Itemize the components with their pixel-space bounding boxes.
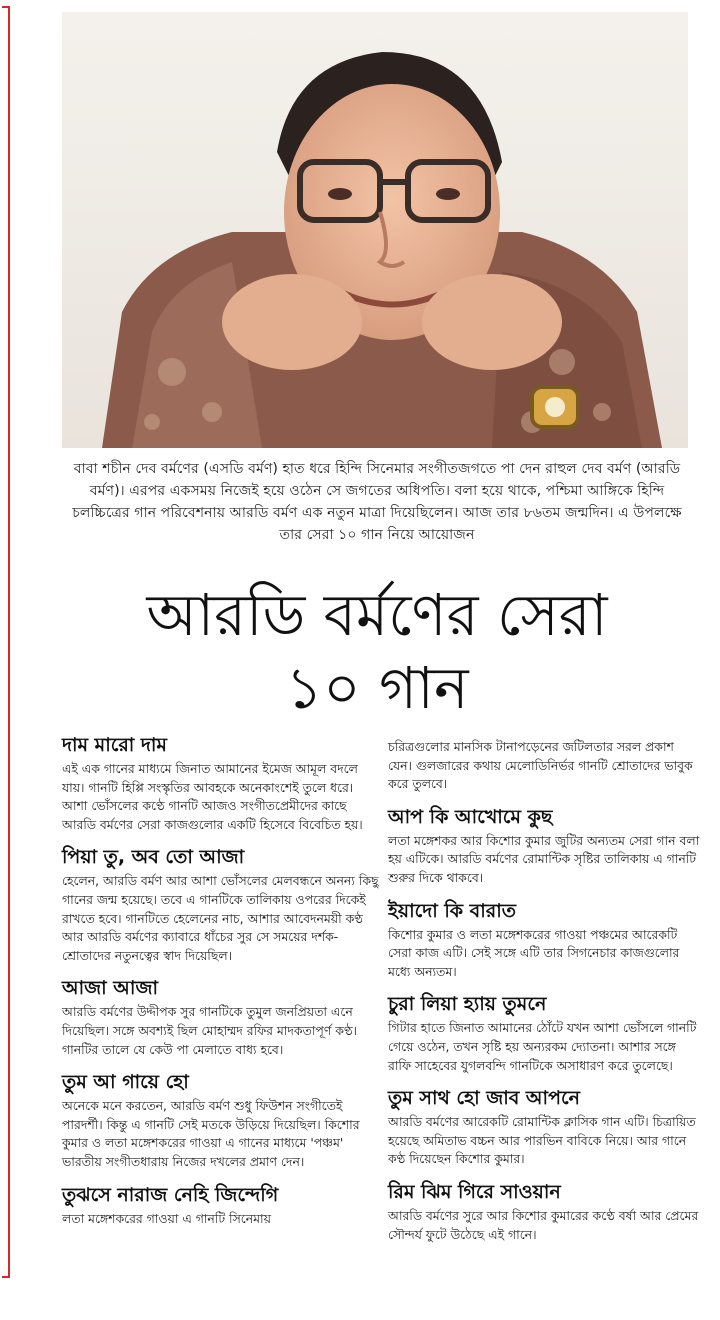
portrait-photo — [62, 12, 688, 448]
song-title: চুরা লিয়া হ্যায় তুমনে — [388, 993, 547, 1016]
song-item — [62, 844, 382, 965]
song-item — [388, 1085, 700, 1169]
song-description: হেলেন, আরডি বর্মণ আর আশা ভোঁসলের মেলবন্ধনে অনন্য কিছু গানের জন্ম হয়েছে। তবে এ গানটিকে তালিকায় ওপরের দিকেই রাখতে হবে। গানটিতে হেলেনের নাচ, আশার আবেদনময়ী কণ্ঠ আর আরডি বর্মণের ক্যাবারে ধাঁচের সুর সে সময়ের দর্শক-শ্রোতাদের নতুনত্বের স্বাদ দিয়েছিল। — [62, 873, 379, 963]
song-title: তুম সাথ হো জাব আপনে — [388, 1087, 580, 1110]
page-headline — [62, 578, 692, 724]
song-description: এই এক গানের মাধ্যমে জিনাত আমানের ইমেজ আমূল বদলে যায়। গানটি হিপ্পি সংস্কৃতির আবহকে অনেকাংশেই তুলে ধরে। আশা ভোঁসলের কণ্ঠে গানটি আজও সংগীতপ্রেমীদের কাছে আরডি বর্মণের সেরা কাজগুলোর একটি হিসেবে বিবেচিত হয়। — [62, 761, 363, 832]
red-border-line — [2, 6, 10, 1278]
song-item — [388, 804, 700, 888]
left-column — [62, 732, 382, 1238]
song-item — [388, 1179, 700, 1244]
song-title: পিয়া তু, অব তো আজা — [62, 846, 245, 869]
song-title: তুঝসে নারাজ নেহি জিন্দেগি — [62, 1183, 279, 1206]
song-description: চরিত্রগুলোর মানসিক টানাপড়েনের জটিলতার সরল প্রকাশ যেন। গুলজারের কথায় মেলোডিনির্ভর গানটি শ্রোতাদের ভাবুক করে তুলবে। — [388, 739, 693, 792]
song-item — [62, 1069, 382, 1171]
song-item-continued — [388, 738, 700, 794]
portrait-illustration — [62, 12, 688, 448]
song-title: তুম আ গায়ে হো — [62, 1071, 189, 1094]
photo-caption: বাবা শচীন দেব বর্মণের (এসডি বর্মণ) হাত ধরে হিন্দি সিনেমার সংগীতজগতে পা দেন রাহুল দেব বর্মণ (আরডি বর্মণ)। এরপর একসময় নিজেই হয়ে ওঠেন সে জগতের অধিপতি। বলা হয়ে থাকে, পশ্চিমা আঙ্গিকে হিন্দি চলচ্চিত্রের গান পরিবেশনায় আরডি বর্মণ এক নতুন মাত্রা দিয়েছিলেন। আজ তার ৮৬তম জন্মদিন। এ উপলক্ষে তার সেরা ১০ গান নিয়ে আয়োজন — [72, 461, 682, 543]
song-item — [388, 991, 700, 1075]
song-item — [62, 732, 382, 834]
song-description: লতা মঙ্গেশকরের গাওয়া এ গানটি সিনেমায় — [62, 1210, 271, 1226]
song-title: ইয়াদো কি বারাত — [388, 899, 516, 922]
song-item — [388, 898, 700, 982]
song-description: গিটার হাতে জিনাত আমানের ঠোঁটে যখন আশা ভোঁসলে গানটি গেয়ে ওঠেন, তখন সৃষ্টি হয় অন্যরকম দ্যোতনা। আশার সঙ্গে রাফি সাহেবের যুগলবন্দি গানটিকে অসাধারণ করে তুলেছে। — [388, 1020, 697, 1073]
song-description: লতা মঙ্গেশকর আর কিশোর কুমার জুটির অন্যতম সেরা গান বলা হয় এটিকে। আরডি বর্মণের রোমান্টিক সৃষ্টির তালিকায় এ গানটি শুরুর দিকে থাকবে। — [388, 832, 700, 885]
song-description: আরডি বর্মণের উদ্দীপক সুর গানটিকে তুমুল জনপ্রিয়তা এনে দিয়েছিল। সঙ্গে অবশ্যই ছিল মোহাম্মদ রফির মাদকতাপূর্ণ কণ্ঠ। গানটির তালে যে কেউ পা মেলাতে বাধ্য হবে। — [62, 1004, 357, 1057]
headline-line-1: আরডি বর্মণের সেরা — [146, 581, 608, 649]
song-description: আরডি বর্মণের সুরে আর কিশোর কুমারের কণ্ঠে বর্ষা আর প্রেমের সৌন্দর্য ফুটে উঠেছে এই গানে। — [388, 1207, 699, 1242]
song-description: আরডি বর্মণের আরেকটি রোমান্টিক ক্লাসিক গান এটি। চিত্রায়িত হয়েছে অমিতাভ বচ্চন আর পারভিন বাবিকে নিয়ে। আর গানে কণ্ঠ দিয়েছেন কিশোর কুমার। — [388, 1114, 696, 1167]
song-description: অনেকে মনে করতেন, আরডি বর্মণ শুধু ফিউশন সংগীতেই পারদর্শী। কিন্তু এ গানটি সেই মতকে উড়িয়ে দিয়েছিল। কিশোর কুমার ও লতা মঙ্গেশকরের গাওয়া এ গানের মাধ্যমে 'পঞ্চম' ভারতীয় সংগীতধারায় নিজের দখলের প্রমাণ দেন। — [62, 1098, 360, 1169]
song-title: দাম মারো দাম — [62, 734, 167, 756]
headline-line-2: ১০ গান — [285, 654, 469, 722]
song-title: রিম ঝিম গিরে সাওয়ান — [388, 1180, 561, 1203]
song-title: আজা আজা — [62, 977, 158, 1000]
song-item — [62, 1182, 382, 1229]
song-item — [62, 975, 382, 1059]
song-description: কিশোর কুমার ও লতা মঙ্গেশকরের গাওয়া পঞ্চমের আরেকটি সেরা কাজ এটি। সেই সঙ্গে এটি তার সিগনেচার কাজগুলোর মধ্যে অন্যতম। — [388, 926, 680, 979]
song-title: আপ কি আখোমে কুছ — [388, 805, 553, 828]
right-column — [388, 738, 700, 1254]
